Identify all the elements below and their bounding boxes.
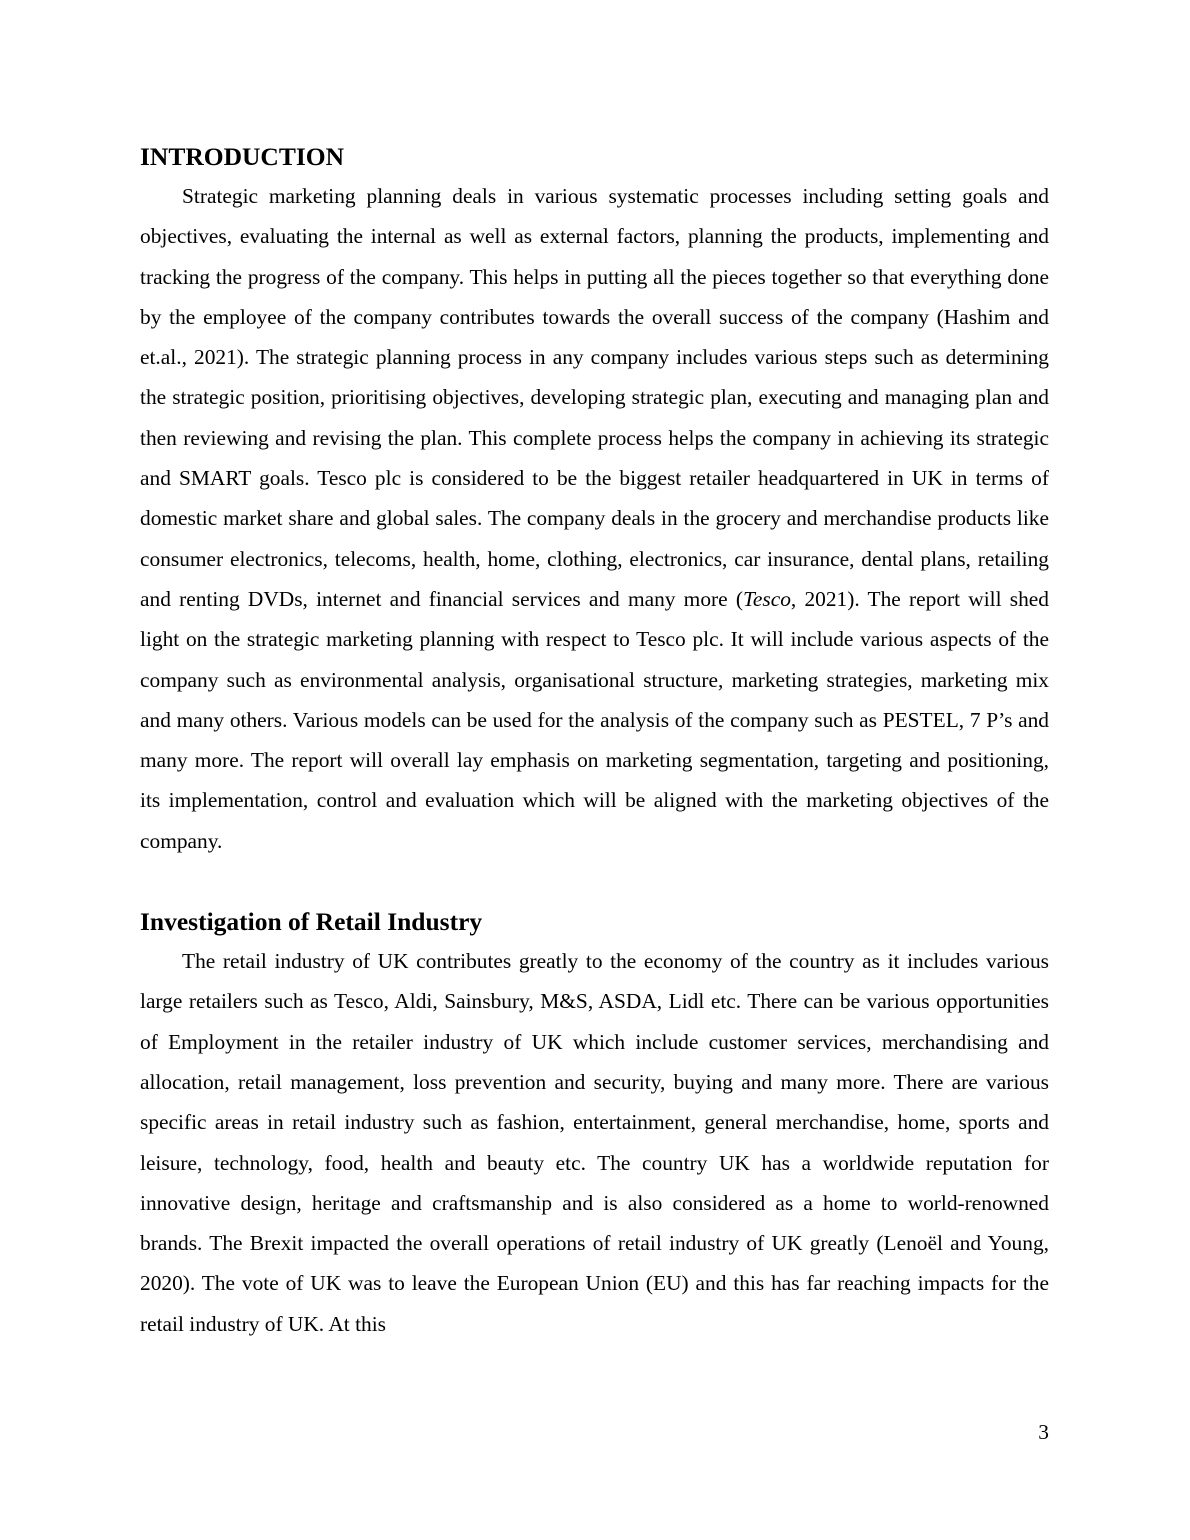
heading-retail-industry: Investigation of Retail Industry	[140, 907, 483, 937]
intro-text-part-1: Strategic marketing planning deals in various systematic processes including setting goals and objectives, evaluating the internal as well as external factors, planning the products, implementing and tracking the progress of the company. This helps in putting all the pieces together so that everything done by the employee of the company contributes towards the overall success of the company (Hashim and et.al., 2021). The strategic planning process in any company includes various steps such as determining the strategic position, prioritising objectives, developing strategic plan, executing and managing plan and then reviewing and revising the plan. This complete process helps the company in achieving its strategic and SMART goals. Tesco plc is considered to be the biggest retailer headquartered in UK in terms of domestic market share and global sales. The company deals in the grocery and merchandise products like consumer electronics, telecoms, health, home, clothing, electronics, car insurance, dental plans, retailing and renting DVDs, internet and financial services and many more (	[140, 184, 1049, 611]
section-spacer	[140, 861, 1049, 903]
paragraph-introduction	[140, 176, 1049, 861]
heading-introduction: INTRODUCTION	[140, 142, 345, 171]
paragraph-retail-industry: The retail industry of UK contributes greatly to the economy of the country as it includes various large retailers such as Tesco, Aldi, Sainsbury, M&S, ASDA, Lidl etc. There can be various opportunities of Employment in the retailer industry of UK which include customer services, merchandising and allocation, retail management, loss prevention and security, buying and many more. There are various specific areas in retail industry such as fashion, entertainment, general merchandise, home, sports and leisure, technology, food, health and beauty etc. The country UK has a worldwide reputation for innovative design, heritage and craftsmanship and is also considered as a home to world-renowned brands. The Brexit impacted the overall operations of retail industry of UK greatly (Lenoël and Young, 2020). The vote of UK was to leave the European Union (EU) and this has far reaching impacts for the retail industry of UK. At this	[140, 949, 1049, 1336]
intro-text-part-2: , 2021). The report will shed light on the strategic marketing planning with respect to Tesco plc. It will include various aspects of the company such as environmental analysis, organisational structure, marketing strategies, marketing mix and many others. Various models can be used for the analysis of the company such as PESTEL, 7 P’s and many more. The report will overall lay emphasis on marketing segmentation, targeting and positioning, its implementation, control and evaluation which will be aligned with the marketing objectives of the company.	[140, 586, 1049, 853]
page-number: 3	[1038, 1420, 1049, 1444]
page-content	[140, 138, 1049, 1344]
intro-italic-citation: Tesco	[742, 586, 791, 611]
